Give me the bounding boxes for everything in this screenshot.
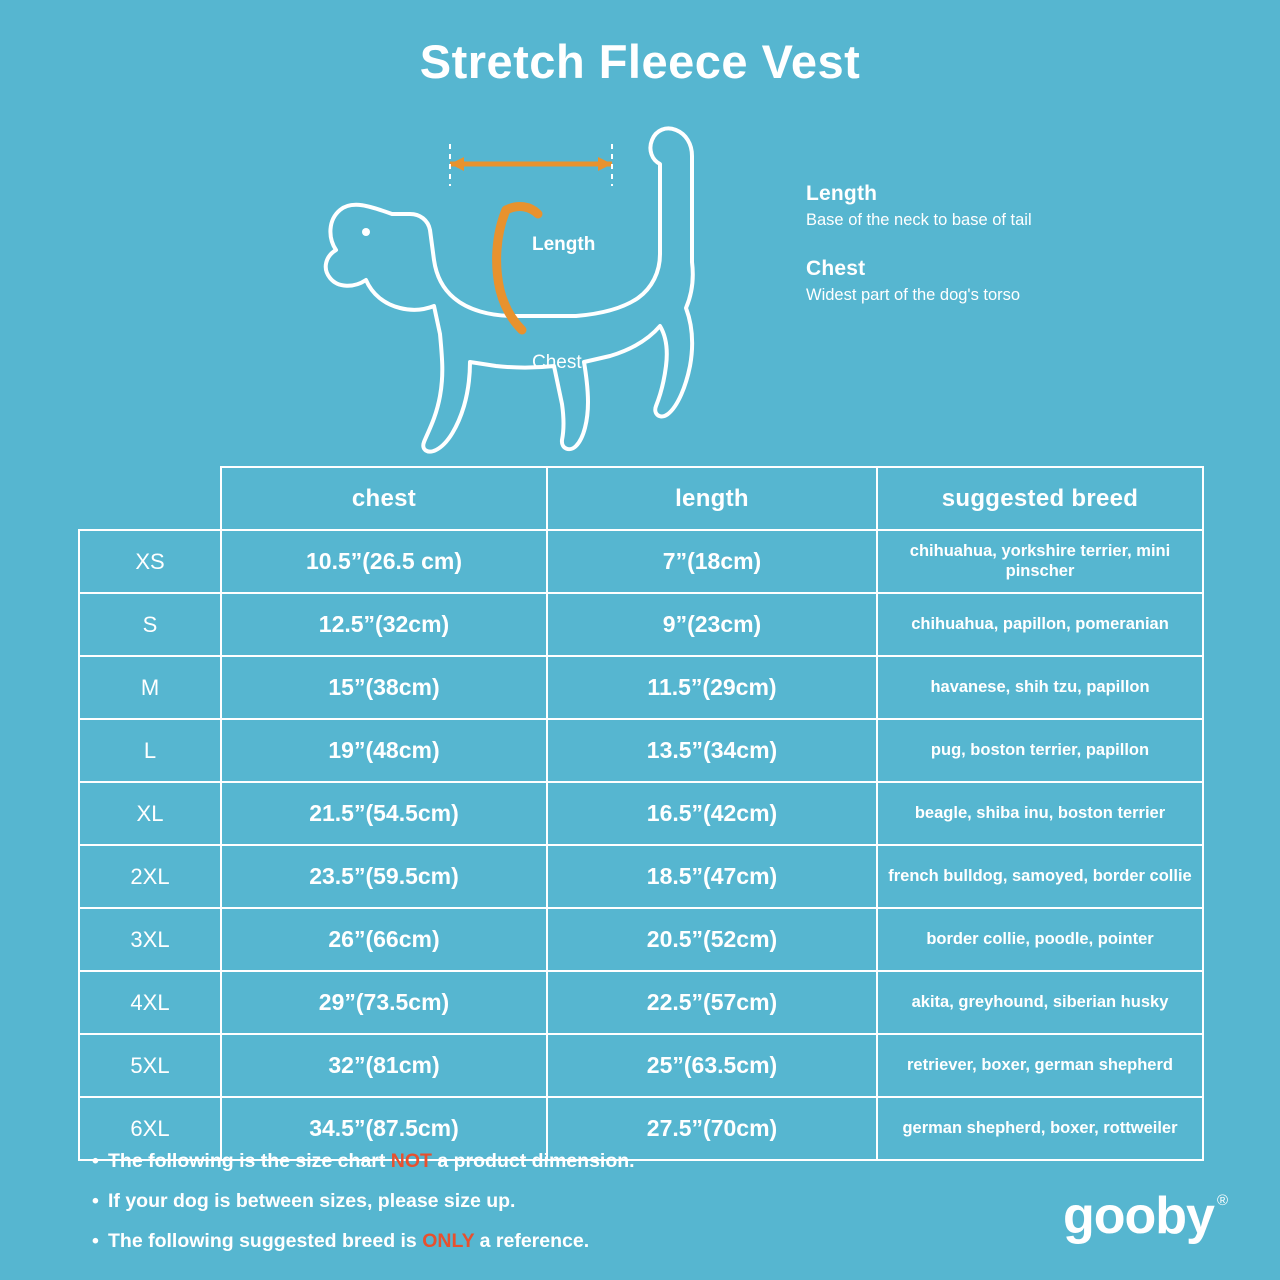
cell-breed: chihuahua, papillon, pomeranian — [877, 593, 1203, 656]
size-table — [78, 466, 1204, 1161]
table-row — [79, 593, 1203, 656]
legend-chest-block — [806, 257, 1056, 306]
size-table-container — [78, 466, 1202, 1161]
table-header-length: length — [547, 467, 877, 530]
note-item — [92, 1190, 912, 1213]
cell-breed: pug, boston terrier, papillon — [877, 719, 1203, 782]
cell-size: 2XL — [79, 845, 221, 908]
size-table-body — [79, 530, 1203, 1160]
cell-size: 5XL — [79, 1034, 221, 1097]
cell-breed: retriever, boxer, german shepherd — [877, 1034, 1203, 1097]
cell-breed: french bulldog, samoyed, border collie — [877, 845, 1203, 908]
cell-breed: beagle, shiba inu, boston terrier — [877, 782, 1203, 845]
table-row — [79, 656, 1203, 719]
cell-chest: 10.5”(26.5 cm) — [221, 530, 547, 593]
note-text-pre: The following is the size chart — [108, 1150, 391, 1172]
note-item — [92, 1150, 912, 1173]
cell-breed: german shepherd, boxer, rottweiler — [877, 1097, 1203, 1160]
brand-logo — [1062, 1187, 1228, 1245]
size-table-head — [79, 467, 1203, 530]
bullet-icon: • — [92, 1190, 99, 1212]
cell-size: XL — [79, 782, 221, 845]
note-highlight: NOT — [390, 1150, 432, 1172]
table-row — [79, 719, 1203, 782]
diagram-length-label: Length — [532, 234, 596, 255]
note-text-pre: If your dog is between sizes, please size up. — [108, 1190, 516, 1212]
legend-length-block — [806, 182, 1056, 231]
table-row — [79, 530, 1203, 593]
cell-size: L — [79, 719, 221, 782]
measurement-legend — [806, 182, 1056, 306]
cell-chest: 23.5”(59.5cm) — [221, 845, 547, 908]
table-header-chest: chest — [221, 467, 547, 530]
note-text-pre: The following suggested breed is — [108, 1230, 423, 1252]
cell-size: 4XL — [79, 971, 221, 1034]
table-header-size — [79, 467, 221, 530]
legend-length-desc: Base of the neck to base of tail — [806, 211, 1032, 229]
bullet-icon: • — [92, 1230, 99, 1252]
note-text-post: a reference. — [474, 1230, 590, 1252]
cell-length: 20.5”(52cm) — [547, 908, 877, 971]
cell-size: 3XL — [79, 908, 221, 971]
note-item — [92, 1230, 912, 1253]
cell-chest: 26”(66cm) — [221, 908, 547, 971]
cell-chest: 19”(48cm) — [221, 719, 547, 782]
cell-breed: border collie, poodle, pointer — [877, 908, 1203, 971]
note-highlight: ONLY — [422, 1230, 475, 1252]
cell-chest: 32”(81cm) — [221, 1034, 547, 1097]
brand-name: gooby — [1062, 1187, 1214, 1245]
cell-length: 13.5”(34cm) — [547, 719, 877, 782]
cell-chest: 15”(38cm) — [221, 656, 547, 719]
note-text-post: a product dimension. — [431, 1150, 635, 1172]
registered-trademark-icon: ® — [1216, 1192, 1228, 1209]
cell-chest: 12.5”(32cm) — [221, 593, 547, 656]
cell-chest: 34.5”(87.5cm) — [221, 1097, 547, 1160]
cell-breed: chihuahua, yorkshire terrier, mini pinscher — [877, 530, 1203, 593]
bullet-icon: • — [92, 1150, 99, 1172]
cell-chest: 21.5”(54.5cm) — [221, 782, 547, 845]
cell-length: 27.5”(70cm) — [547, 1097, 877, 1160]
cell-size: XS — [79, 530, 221, 593]
table-row — [79, 845, 1203, 908]
cell-length: 22.5”(57cm) — [547, 971, 877, 1034]
table-row — [79, 782, 1203, 845]
table-row — [79, 1034, 1203, 1097]
notes-list — [92, 1150, 912, 1270]
cell-breed: havanese, shih tzu, papillon — [877, 656, 1203, 719]
cell-breed: akita, greyhound, siberian husky — [877, 971, 1203, 1034]
cell-length: 7”(18cm) — [547, 530, 877, 593]
cell-size: M — [79, 656, 221, 719]
cell-length: 25”(63.5cm) — [547, 1034, 877, 1097]
cell-size: 6XL — [79, 1097, 221, 1160]
legend-length-title: Length — [806, 182, 878, 205]
cell-length: 11.5”(29cm) — [547, 656, 877, 719]
table-header-breed: suggested breed — [877, 467, 1203, 530]
cell-length: 18.5”(47cm) — [547, 845, 877, 908]
legend-chest-desc: Widest part of the dog's torso — [806, 286, 1021, 305]
cell-chest: 29”(73.5cm) — [221, 971, 547, 1034]
legend-chest-title: Chest — [806, 257, 866, 281]
cell-size: S — [79, 593, 221, 656]
table-row — [79, 971, 1203, 1034]
table-header-row — [79, 467, 1203, 530]
page-title: Stretch Fleece Vest — [419, 35, 861, 88]
table-row — [79, 908, 1203, 971]
cell-length: 9”(23cm) — [547, 593, 877, 656]
cell-length: 16.5”(42cm) — [547, 782, 877, 845]
diagram-chest-label: Chest — [532, 352, 582, 373]
